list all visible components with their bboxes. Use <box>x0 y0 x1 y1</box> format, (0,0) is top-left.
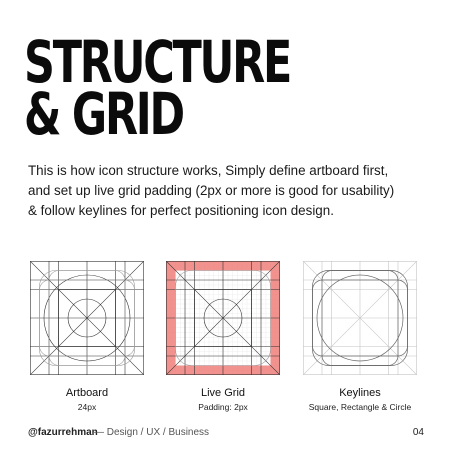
live-grid-illustration <box>166 261 280 375</box>
keylines-subtitle: Square, Rectangle & Circle <box>308 402 412 412</box>
footer-category: — Design / UX / Business <box>94 427 210 438</box>
description-line-1: This is how icon structure works, Simply define artboard first, <box>28 163 389 178</box>
keylines-title: Keylines <box>339 387 381 399</box>
title-line-1: STRUCTURE <box>24 28 291 96</box>
keylines-illustration <box>303 261 417 375</box>
artboard-grid-svg <box>30 261 144 375</box>
live-grid-svg <box>166 261 280 375</box>
live-grid-subtitle: Padding: 2px <box>198 402 248 412</box>
title-line-2: & GRID <box>24 80 183 148</box>
keylines-svg <box>303 261 417 375</box>
live-grid-title: Live Grid <box>200 387 246 399</box>
artboard-title: Artboard <box>65 387 109 399</box>
description-line-2: and set up live grid padding (2px or more is good for usability) <box>28 183 395 198</box>
description <box>28 161 428 221</box>
live-grid-caption <box>143 386 303 414</box>
artboard-subtitle: 24px <box>77 402 97 412</box>
artboard-grid-illustration <box>30 261 144 375</box>
description-line-3: & follow keylines for perfect positioning icon design. <box>28 203 334 218</box>
author-handle: @fazurrehman <box>28 427 98 438</box>
keylines-caption <box>280 386 440 414</box>
page-title <box>24 28 291 148</box>
page-number: 04 <box>412 427 424 438</box>
